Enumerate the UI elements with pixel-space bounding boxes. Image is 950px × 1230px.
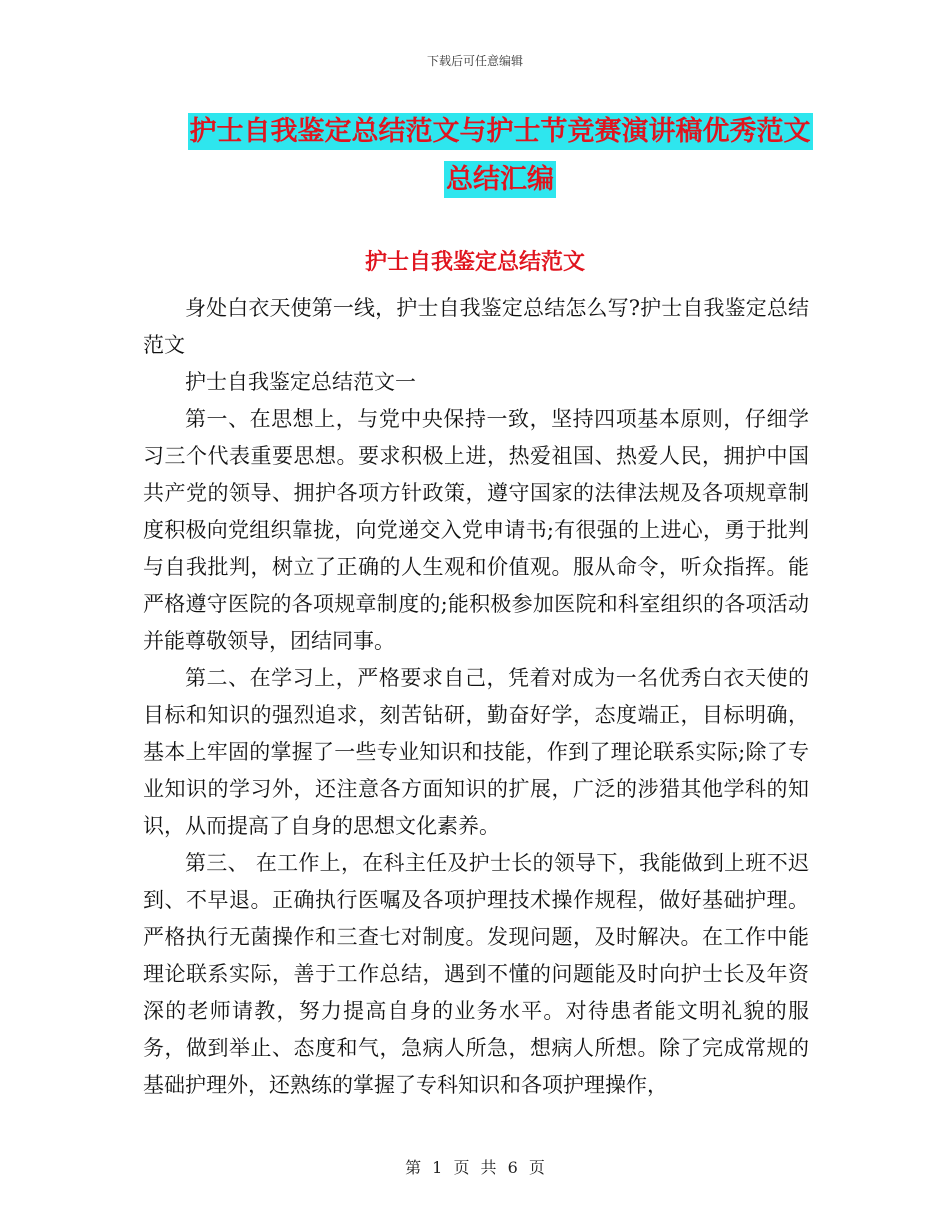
page-footer: 第 1 页 共 6 页: [405, 1158, 545, 1177]
paragraph-first: 第一、在思想上，与党中央保持一致，坚持四项基本原则，仔细学习三个代表重要思想。要求积极上进，热爱祖国、热爱人民，拥护中国共产党的领导、拥护各项方针政策，遵守国家的法律法规及各项规章制度积极向党组织靠拢，向党递交入党申请书;有很强的上进心，勇于批判与自我批判，树立了正确的人生观和价值观。服从命令，听众指挥。能严格遵守医院的各项规章制度的;能积极参加医院和科室组织的各项活动并能尊敬领导，团结同事。: [143, 407, 809, 653]
title-line-1: 护士自我鉴定总结范文与护士节竞赛演讲稿优秀范文: [188, 113, 813, 150]
paragraph-subtitle: 护士自我鉴定总结范文一: [185, 370, 416, 394]
section-title: 护士自我鉴定总结范文: [364, 249, 585, 275]
paragraph-second: 第二、在学习上，严格要求自己，凭着对成为一名优秀白衣天使的目标和知识的强烈追求，刻苦钻研，勤奋好学，态度端正，目标明确，基本上牢固的掌握了一些专业知识和技能，作到了理论联系实际;除了专业知识的学习外，还注意各方面知识的扩展，广泛的涉猎其他学科的知识，从而提高了自身的思想文化素养。: [143, 666, 809, 838]
document-title: [140, 108, 860, 204]
title-line-2: 总结汇编: [444, 161, 556, 198]
paragraph-third: 第三、 在工作上，在科主任及护士长的领导下，我能做到上班不迟到、不早退。正确执行医嘱及各项护理技术操作规程，做好基础护理。严格执行无菌操作和三查七对制度。发现问题，及时解决。在工作中能理论联系实际，善于工作总结，遇到不懂的问题能及时向护士长及年资深的老师请教，努力提高自身的业务水平。对待患者能文明礼貌的服务，做到举止、态度和气，急病人所急，想病人所想。除了完成常规的基础护理外，还熟练的掌握了专科知识和各项护理操作，: [143, 851, 809, 1097]
body-text: [143, 290, 809, 1104]
header-note: 下载后可任意编辑: [426, 54, 523, 68]
paragraph-intro: 身处白衣天使第一线，护士自我鉴定总结怎么写?护士自我鉴定总结范文: [143, 296, 809, 357]
